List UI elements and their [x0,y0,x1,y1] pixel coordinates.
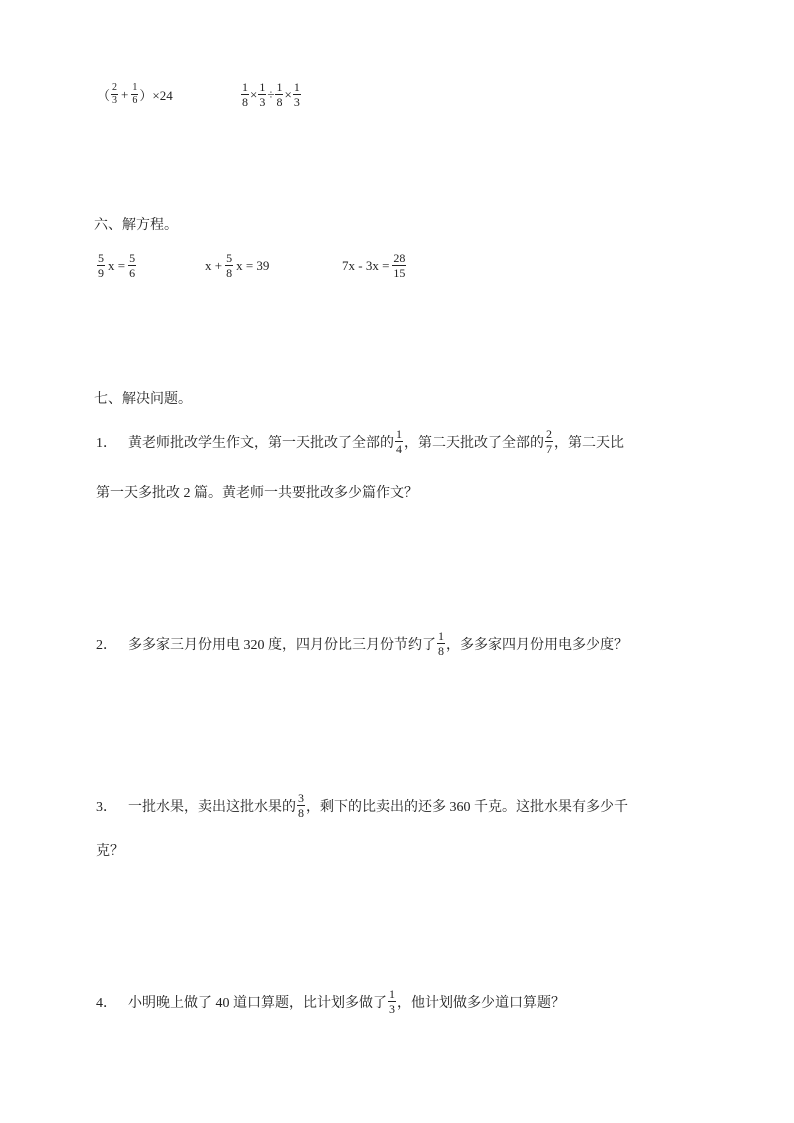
problem-number: 3． [96,799,117,815]
fraction [545,428,553,455]
problem-text: ，他计划做多少道口算题？ [397,995,565,1011]
numerator: 5 [129,251,136,265]
plus-sign: + [121,86,129,102]
denominator: 8 [276,95,283,109]
expression-2 [240,81,302,108]
numerator: 1 [132,82,138,93]
numerator: 1 [293,80,300,94]
denominator: 6 [129,266,136,280]
numerator: 1 [276,80,283,94]
equation-3 [340,252,407,279]
equation-prefix: 7x - 3x = [342,257,390,273]
problem-text: 多多家三月份用电 320 度，四月份比三月份节约了 [128,637,436,653]
problem-2 [96,630,628,657]
divide-sign: ÷ [267,86,275,102]
fraction [388,988,396,1015]
denominator: 8 [242,95,248,109]
denominator: 8 [226,266,233,280]
problem-number: 1． [96,435,117,451]
expression-tail: ）×24 [139,88,173,103]
fraction [258,81,266,108]
fraction [225,252,233,279]
problem-3-line-2: 克？ [96,844,124,859]
fraction [128,252,136,279]
denominator: 4 [396,442,402,456]
problem-number: 4． [96,995,117,1011]
numerator: 5 [226,251,233,265]
times-sign: × [250,86,258,102]
numerator: 3 [298,791,304,805]
problem-text: ，剩下的比卖出的还多 360 千克。这批水果有多少千 [306,799,628,815]
fraction [293,81,301,108]
fraction [392,252,406,279]
fraction [297,792,305,819]
expression-1 [97,83,173,106]
fraction [111,83,118,106]
equation-suffix: x = 39 [236,257,270,273]
numerator: 1 [389,987,395,1001]
numerator: 1 [259,80,266,94]
problem-1-line-2: 第一天多批改 2 篇。黄老师一共要批改多少篇作文？ [96,486,418,501]
problem-4 [96,988,565,1015]
numerator: 2 [546,427,552,441]
equation-1 [96,252,137,279]
denominator: 6 [132,95,138,106]
problem-text: 一批水果，卖出这批水果的 [128,799,296,815]
problem-text: 小明晚上做了 40 道口算题，比计划多做了 [128,995,387,1011]
problem-text: ，多多家四月份用电多少度？ [446,637,628,653]
section-6-title: 六、解方程。 [94,218,178,233]
numerator: 1 [242,80,248,94]
problem-3-line-1 [96,792,628,819]
section-7-title: 七、解决问题。 [94,392,192,407]
denominator: 3 [389,1002,395,1016]
fraction [131,83,138,106]
fraction [97,252,105,279]
problem-text: ，第二天比 [554,435,624,451]
numerator: 1 [396,427,402,441]
problem-text: ，第二天批改了全部的 [404,435,544,451]
problem-number: 2． [96,637,117,653]
problem-1-line-1 [96,428,624,455]
equation-middle: x = [108,257,126,273]
denominator: 15 [393,266,406,280]
numerator: 5 [98,251,104,265]
denominator: 8 [438,644,444,658]
denominator: 8 [298,806,304,820]
fraction [275,81,283,108]
times-sign: × [284,86,292,102]
fraction [241,81,249,108]
equation-prefix: x + [205,257,223,273]
numerator: 2 [112,82,118,93]
denominator: 7 [546,442,552,456]
left-paren: （ [97,88,111,103]
denominator: 3 [293,95,300,109]
denominator: 3 [259,95,266,109]
fraction [437,630,445,657]
denominator: 3 [112,95,118,106]
fraction [395,428,403,455]
denominator: 9 [98,266,104,280]
numerator: 1 [438,629,444,643]
equation-2 [203,252,271,279]
problem-text: 黄老师批改学生作文，第一天批改了全部的 [128,435,394,451]
numerator: 28 [393,251,406,265]
